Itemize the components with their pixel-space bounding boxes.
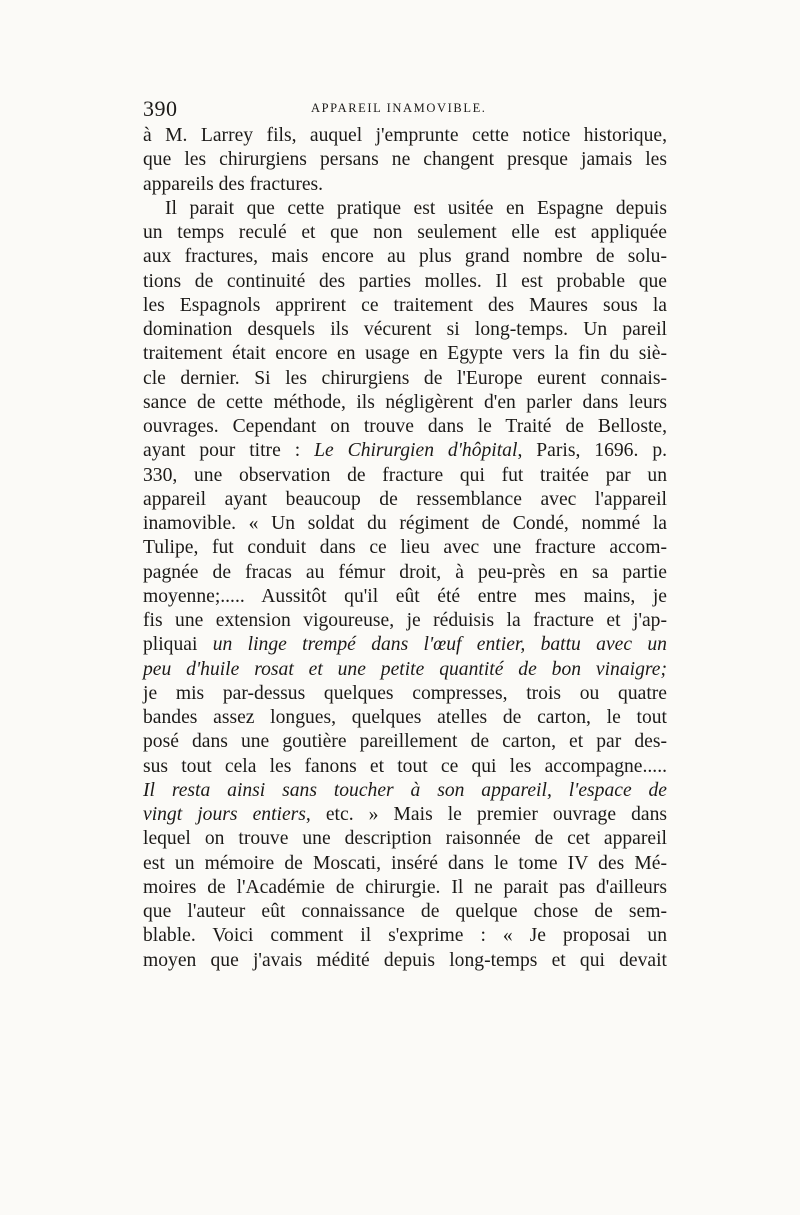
text-line: sus tout cela les fanons et tout ce qui les accompagne.....: [143, 755, 667, 777]
text-line: 330, une observation de fracture qui fut traitée par un: [143, 464, 667, 486]
text-line: lequel on trouve une description raisonnée de cet appareil: [143, 828, 667, 850]
text-line: est un mémoire de Moscati, inséré dans le tome IV des Mé-: [143, 852, 667, 874]
text-line: [143, 803, 667, 827]
text-line: ouvrages. Cependant on trouve dans le Traité de Belloste,: [143, 416, 667, 437]
text-line: posé dans une goutière pareillement de carton, et par des-: [143, 731, 667, 753]
text-line: pagnée de fracas au fémur droit, à peu-près en sa partie: [143, 561, 667, 583]
running-head: APPAREIL INAMOVIBLE.: [311, 101, 487, 115]
italic-quotation-line: peu d'huile rosat et une petite quantité de bon vinaigre;: [143, 658, 667, 680]
text-line: cle dernier. Si les chirurgiens de l'Europe eurent connais-: [143, 367, 667, 389]
text-line: moyen que j'avais médité depuis long-temps et qui devait: [143, 949, 667, 971]
text-line: blable. Voici comment il s'exprime : « Je proposai un: [143, 925, 667, 947]
text-line: moires de l'Académie de chirurgie. Il ne parait pas d'ailleurs: [143, 876, 667, 898]
text-segment: ayant pour titre :: [143, 440, 315, 462]
text-line: un temps reculé et que non seulement elle est appliquée: [143, 222, 667, 243]
italic-quotation: un linge trempé dans l'œuf entier, battu avec un: [212, 634, 667, 656]
text-line: tions de continuité des parties molles. Il est probable que: [143, 270, 667, 292]
page-number: 390: [143, 96, 178, 121]
text-line: que les chirurgiens persans ne changent presque jamais les: [143, 149, 667, 171]
text-segment: , Paris, 1696. p.: [517, 440, 668, 462]
text-line: traitement était encore en usage en Egypte vers la fin du siè-: [143, 343, 667, 365]
text-line: que l'auteur eût connaissance de quelque chose de sem-: [143, 901, 667, 922]
text-line: Tulipe, fut conduit dans ce lieu avec une fracture accom-: [143, 537, 667, 559]
text-line: sance de cette méthode, ils négligèrent d'en parler dans leurs: [143, 391, 667, 413]
text-segment: , etc. » Mais le premier ouvrage dans: [305, 804, 667, 825]
page-header: [143, 96, 668, 124]
italic-book-title: Le Chirurgien d'hôpital: [314, 440, 518, 462]
text-line: domination desquels ils vécurent si long-temps. Un pareil: [143, 319, 667, 340]
text-line: fis une extension vigoureuse, je réduisis la fracture et j'ap-: [143, 610, 667, 631]
text-segment: pliquai: [143, 634, 213, 656]
text-line: bandes assez longues, quelques atelles de carton, le tout: [143, 707, 667, 728]
text-line: [143, 633, 667, 657]
text-line: appareil ayant beaucoup de ressemblance avec l'appareil: [143, 488, 667, 510]
text-line: moyenne;..... Aussitôt qu'il eût été entre mes mains, je: [143, 585, 667, 607]
italic-quotation: vingt jours entiers: [143, 804, 306, 825]
text-line: les Espagnols apprirent ce traitement des Maures sous la: [143, 294, 667, 316]
text-line: aux fractures, mais encore au plus grand nombre de solu-: [143, 246, 667, 268]
text-line: Il parait que cette pratique est usitée en Espagne depuis: [165, 197, 667, 219]
text-line: appareils des fractures.: [143, 173, 324, 195]
text-line: [143, 439, 667, 463]
italic-quotation-line: Il resta ainsi sans toucher à son appareil, l'espace de: [143, 779, 667, 801]
text-line: inamovible. « Un soldat du régiment de Condé, nommé la: [143, 513, 667, 534]
text-line: je mis par-dessus quelques compresses, trois ou quatre: [143, 682, 667, 704]
text-line: à M. Larrey fils, auquel j'emprunte cette notice historique,: [143, 125, 667, 146]
text-body: [143, 124, 667, 973]
